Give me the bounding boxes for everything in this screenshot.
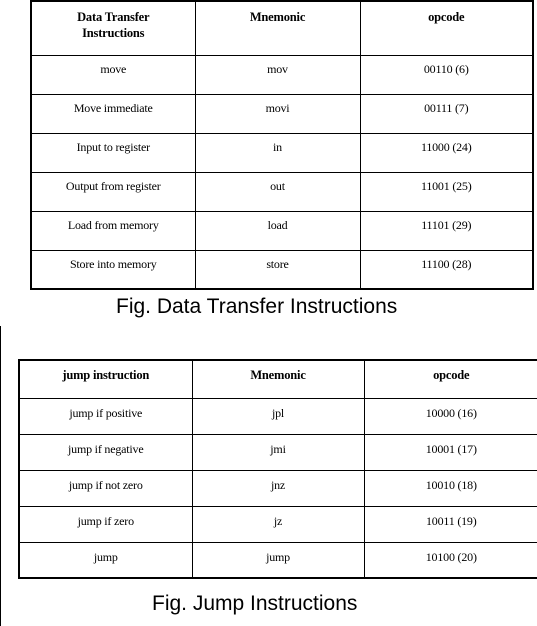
data-transfer-caption: Fig. Data Transfer Instructions bbox=[116, 295, 398, 318]
opcode-cell: 10001 (17) bbox=[364, 434, 537, 470]
opcode-cell: 11101 (29) bbox=[360, 211, 533, 250]
opcode-cell: 10010 (18) bbox=[364, 470, 537, 506]
opcode-cell: 00110 (6) bbox=[360, 55, 533, 94]
opcode-cell: 11000 (24) bbox=[360, 133, 533, 172]
opcode-cell: 11001 (25) bbox=[360, 172, 533, 211]
mnemonic-cell: load bbox=[195, 211, 360, 250]
header-mnemonic: Mnemonic bbox=[195, 1, 360, 55]
table-row bbox=[19, 506, 537, 542]
table-row bbox=[19, 470, 537, 506]
header-jump-instruction: jump instruction bbox=[19, 360, 192, 398]
opcode-cell: 10100 (20) bbox=[364, 542, 537, 578]
mnemonic-cell: store bbox=[195, 250, 360, 289]
header-data-transfer-instructions: Data Transfer Instructions bbox=[31, 1, 195, 55]
table-row bbox=[19, 542, 537, 578]
jump-caption: Fig. Jump Instructions bbox=[152, 592, 358, 615]
mnemonic-cell: jnz bbox=[192, 470, 364, 506]
table-row bbox=[31, 211, 533, 250]
mnemonic-cell: in bbox=[195, 133, 360, 172]
instruction-cell: jump if negative bbox=[19, 434, 192, 470]
table-row bbox=[31, 55, 533, 94]
instruction-cell: move bbox=[31, 55, 195, 94]
instruction-cell: jump bbox=[19, 542, 192, 578]
table-row bbox=[31, 250, 533, 289]
jump-table bbox=[18, 359, 537, 579]
table-row bbox=[31, 133, 533, 172]
table-row bbox=[19, 398, 537, 434]
mnemonic-cell: jump bbox=[192, 542, 364, 578]
header-opcode: opcode bbox=[364, 360, 537, 398]
table-row bbox=[31, 172, 533, 211]
instruction-cell: Move immediate bbox=[31, 94, 195, 133]
table-row bbox=[19, 434, 537, 470]
mnemonic-cell: mov bbox=[195, 55, 360, 94]
opcode-cell: 10011 (19) bbox=[364, 506, 537, 542]
opcode-cell: 10000 (16) bbox=[364, 398, 537, 434]
instruction-cell: jump if not zero bbox=[19, 470, 192, 506]
header-mnemonic: Mnemonic bbox=[192, 360, 364, 398]
instruction-cell: jump if positive bbox=[19, 398, 192, 434]
instruction-cell: jump if zero bbox=[19, 506, 192, 542]
mnemonic-cell: jmi bbox=[192, 434, 364, 470]
instruction-cell: Load from memory bbox=[31, 211, 195, 250]
mnemonic-cell: jz bbox=[192, 506, 364, 542]
mnemonic-cell: jpl bbox=[192, 398, 364, 434]
table-row bbox=[31, 94, 533, 133]
header-opcode: opcode bbox=[360, 1, 533, 55]
table-header-row bbox=[31, 1, 533, 55]
instruction-cell: Input to register bbox=[31, 133, 195, 172]
data-transfer-table bbox=[30, 0, 534, 290]
instruction-cell: Output from register bbox=[31, 172, 195, 211]
mnemonic-cell: out bbox=[195, 172, 360, 211]
mnemonic-cell: movi bbox=[195, 94, 360, 133]
table-header-row bbox=[19, 360, 537, 398]
left-edge-divider bbox=[0, 326, 1, 626]
instruction-cell: Store into memory bbox=[31, 250, 195, 289]
opcode-cell: 11100 (28) bbox=[360, 250, 533, 289]
opcode-cell: 00111 (7) bbox=[360, 94, 533, 133]
